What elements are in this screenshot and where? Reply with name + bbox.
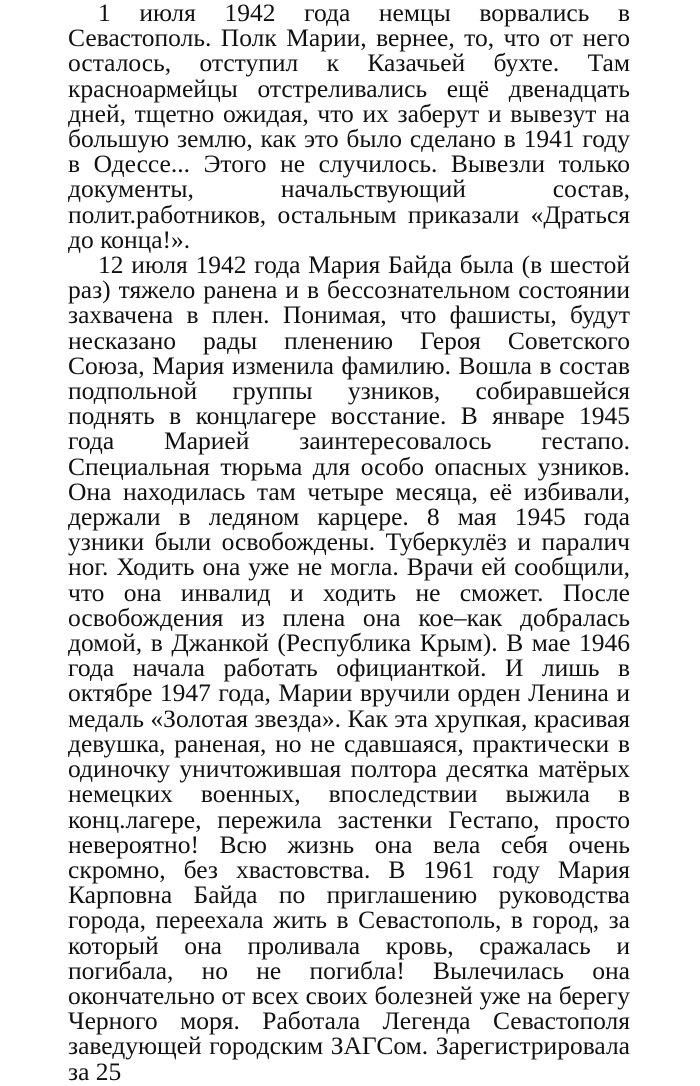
paragraph-captivity-and-later-life: 12 июля 1942 года Мария Байда была (в шестой раз) тяжело ранена и в бессознательном состоянии захвачена в плен. Понимая, что фашисты, будут несказано рады пленению Героя Советского Союза, Мария изменила фамилию. Вошла в состав подпольной группы узников, собиравшейся поднять в концлагере восстание. В январе 1945 года Марией заинтересовалось гестапо. Специальная тюрьма для особо опасных узников. Она находилась там четыре месяца, её избивали, держали в ледяном карцере. 8 мая 1945 года узники были освобождены. Туберкулёз и паралич ног. Ходить она уже не могла. Врачи ей сообщили, что она инвалид и ходить не сможет. После освобождения из плена она кое–как добралась домой, в Джанкой (Республика Крым). В мае 1946 года начала работать официанткой. И лишь в октябре 1947 года, Марии вручили орден Ленина и медаль «Золотая звезда». Как эта хрупкая, красивая девушка, раненая, но не сдавшаяся, практически в одиночку уничтожившая полтора десятка матёрых немецких военных, впоследствии выжила в конц.лагере, пережила застенки Гестапо, просто невероятно! Всю жизнь она вела себя очень скромно, без хвастовства. В 1961 году Мария Карповна Байда по приглашению руководства города, переехала жить в Севастополь, в город, за который она проливала кровь, сражалась и погибала, но не погибла! Вылечилась она окончательно от всех своих болезней уже на берегу Черного моря. Работала Легенда Севастополя заведующей городским ЗАГСом. Зарегистрировала за 25 [68,250,630,1086]
text-column [68,0,630,1084]
paragraph-sevastopol-retreat: 1 июля 1942 года немцы ворвались в Севастополь. Полк Марии, вернее, то, что от него осталось, отступил к Казачьей бухте. Там красноармейцы отстреливались ещё двенадцать дней, тщетно ожидая, что их заберут и вывезут на большую землю, как это было сделано в 1941 году в Одессе... Этого не случилось. Вывезли только документы, начальствующий состав, полит.работников, остальным приказали «Драться до конца!». [68,0,630,254]
